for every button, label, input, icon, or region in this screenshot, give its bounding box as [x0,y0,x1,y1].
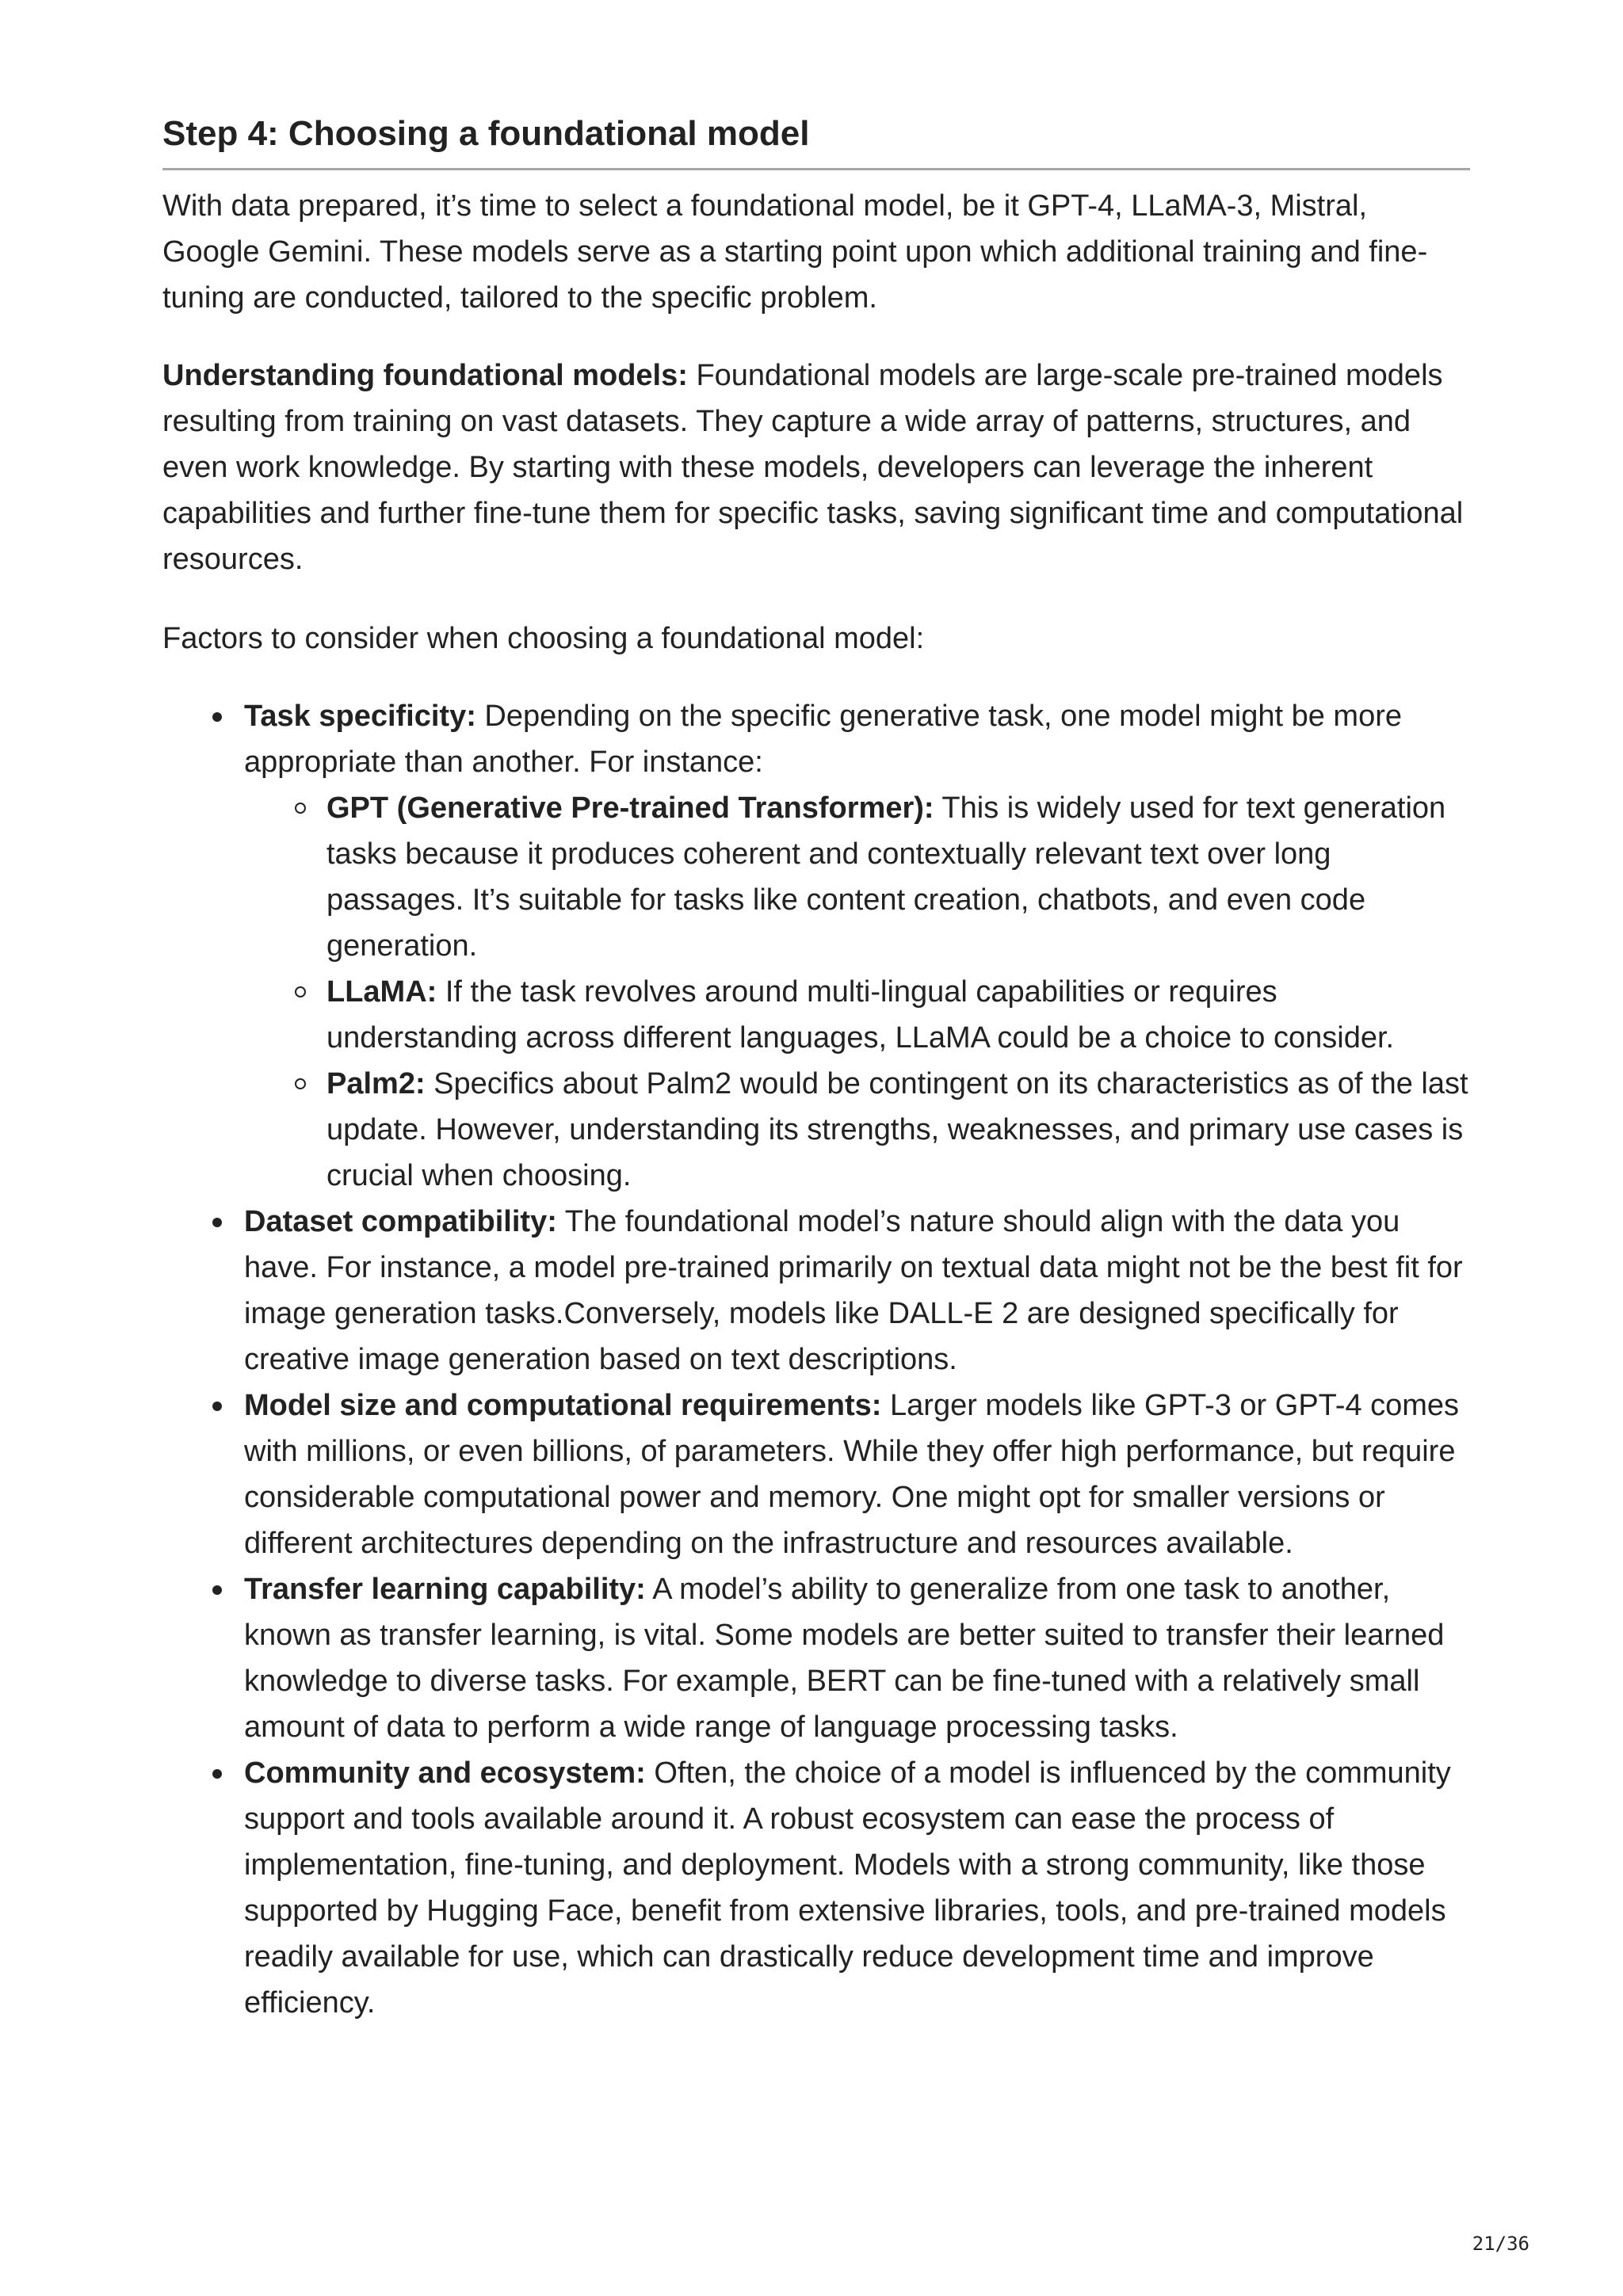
document-page [162,111,1470,2026]
factor-item-dataset-compatibility [244,1199,1470,1383]
model-examples-list [244,785,1470,1199]
factor-label: Task specificity: [244,700,476,733]
sub-item-llama [327,969,1470,1061]
factor-label: Community and ecosystem: [244,1756,646,1790]
factor-item-community [244,1750,1470,2026]
sub-item-gpt [327,785,1470,969]
sub-item-label: Palm2: [327,1067,426,1100]
sub-item-label: LLaMA: [327,975,437,1009]
factor-item-task-specificity [244,693,1470,1199]
intro-paragraph: With data prepared, it’s time to select a foundational model, be it GPT-4, LLaMA-3, Mistral, Google Gemini. These models serve as a starting point upon which additional training and fine-tuning are conducted, tailored to the specific problem. [162,189,1428,315]
factor-label: Transfer learning capability: [244,1573,646,1606]
sub-item-text: This is widely used for text generation tasks because it produces coherent and contextually relevant text over long passages. It’s suitable for tasks like content creation, chatbots, and even code generation. [327,791,1446,963]
factor-label: Model size and computational requirements: [244,1389,882,1422]
factor-item-transfer-learning [244,1566,1470,1750]
understanding-text: Foundational models are large-scale pre-trained models resulting from training on vast datasets. They capture a wide array of patterns, structures, and even work knowledge. By starting with these models, developers can leverage the inherent capabilities and further fine-tune them for specific tasks, saving significant time and computational resources. [162,359,1464,576]
sub-item-text: Specifics about Palm2 would be contingent on its characteristics as of the last update. However, understanding its strengths, weaknesses, and primary use cases is crucial when choosing. [327,1067,1468,1192]
understanding-label: Understanding foundational models: [162,359,688,392]
factor-label: Dataset compatibility: [244,1205,557,1238]
factor-text: Depending on the specific generative task, one model might be more appropriate than another. For instance: [244,700,1403,779]
factor-item-model-size [244,1383,1470,1566]
page-number: 21/36 [1472,2233,1529,2255]
factor-text: Larger models like GPT-3 or GPT-4 comes with millions, or even billions, of parameters. While they offer high performance, but require considerable computational power and memory. One might opt for smaller versions or different architectures depending on the infrastructure and resources available. [244,1389,1460,1560]
factor-text: A model’s ability to generalize from one task to another, known as transfer learning, is vital. Some models are better suited to transfer their learned knowledge to diverse tasks. For example, BERT can be fine-tuned with a relatively small amount of data to perform a wide range of language processing tasks. [244,1573,1445,1744]
factor-text: Often, the choice of a model is influenced by the community support and tools available around it. A robust ecosystem can ease the process of implementation, fine-tuning, and deployment. Models with a strong community, like those supported by Hugging Face, benefit from extensive libraries, tools, and pre-trained models readily available for use, which can drastically reduce development time and improve efficiency. [244,1756,1451,2019]
understanding-paragraph [162,353,1470,582]
section-heading: Step 4: Choosing a foundational model [162,111,1470,170]
factors-intro: Factors to consider when choosing a foundational model: [162,622,925,655]
sub-item-palm2 [327,1061,1470,1199]
sub-item-label: GPT (Generative Pre-trained Transformer): [327,791,934,825]
sub-item-text: If the task revolves around multi-lingual capabilities or requires understanding across different languages, LLaMA could be a choice to consider. [327,975,1395,1055]
factors-list [162,693,1470,2026]
factor-text: The foundational model’s nature should align with the data you have. For instance, a model pre-trained primarily on textual data might not be the best fit for image generation tasks.Conversely, models like DALL-E 2 are designed specifically for creative image generation based on text descriptions. [244,1205,1463,1376]
